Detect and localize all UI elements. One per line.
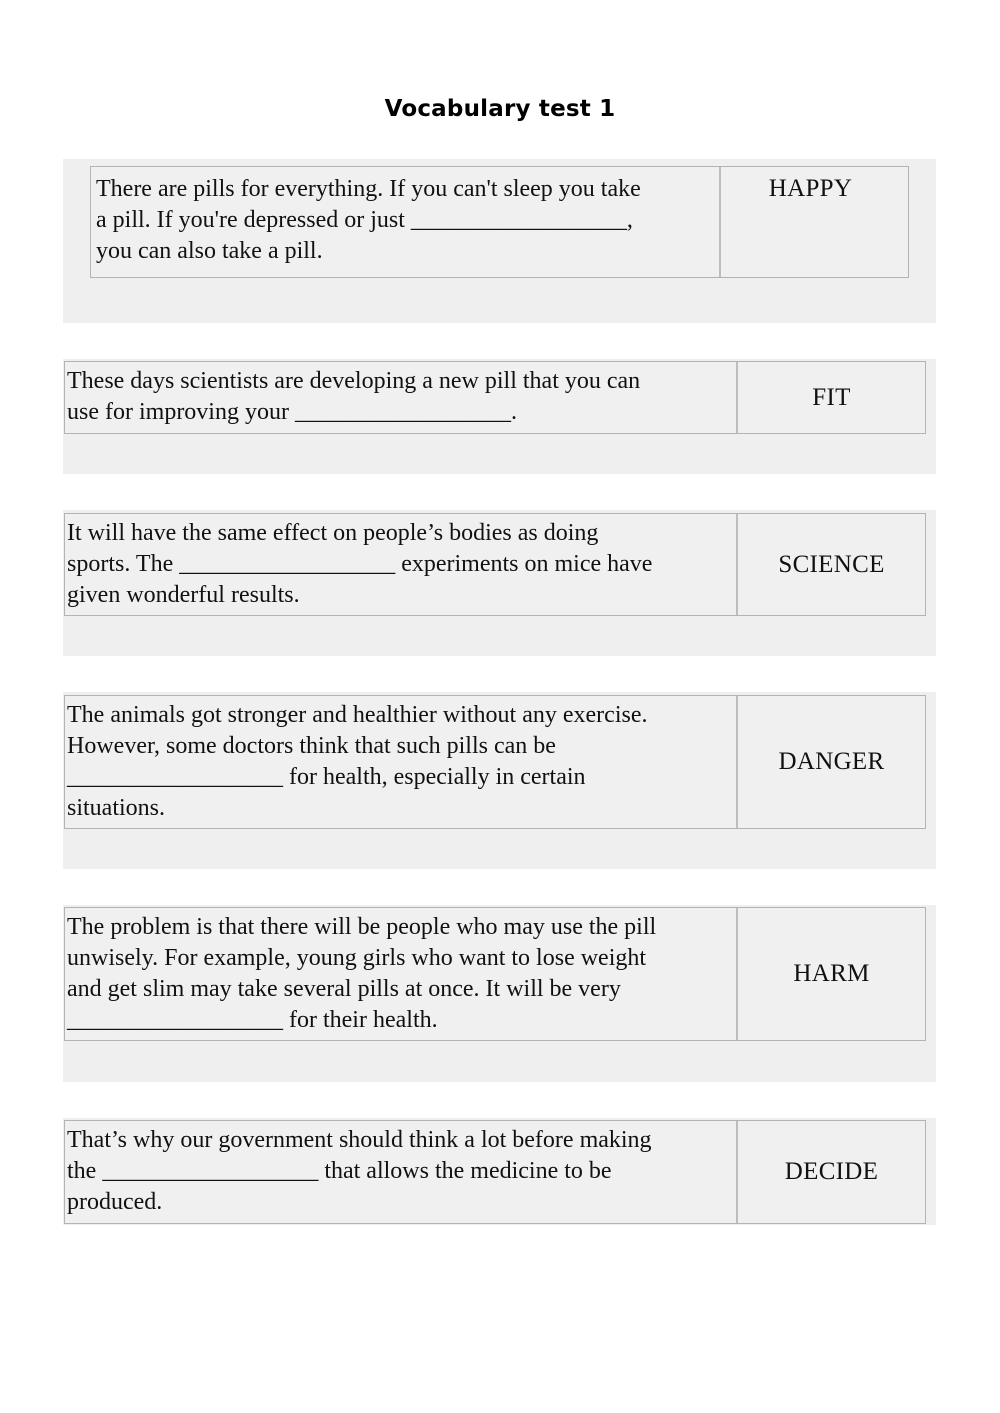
keyword-6: DECIDE [784,1158,879,1185]
question-line: use for improving your __________________. [67,399,517,425]
question-line: situations. [67,795,166,821]
question-line: The animals got stronger and healthier without any exercise. [67,702,648,728]
question-line: unwisely. For example, young girls who want to lose weight [67,945,647,971]
keyword-2: FIT [812,383,851,411]
question-text-2 [65,362,738,433]
question-line: produced. [67,1189,163,1215]
keyword-3: SCIENCE [778,550,885,578]
question-text-1 [91,167,721,277]
question-table-6 [64,1120,926,1224]
keyword-5: HARM [793,960,870,987]
question-text-6 [65,1121,738,1223]
question-table-2 [64,361,926,434]
question-line: The problem is that there will be people who may use the pill [67,914,657,940]
question-text-3 [65,514,738,615]
question-line: a pill. If you're depressed or just __________________, [96,207,633,233]
question-line: These days scientists are developing a new pill that you can [67,368,641,394]
question-line: given wonderful results. [67,582,300,608]
question-line: the __________________ that allows the medicine to be [67,1158,612,1184]
question-table-5 [64,907,926,1041]
question-line: __________________ for their health. [67,1007,438,1033]
question-line: It will have the same effect on people’s bodies as doing [67,520,599,546]
page-title: Vocabulary test 1 [384,96,616,122]
question-line: __________________ for health, especially in certain [67,764,586,790]
question-line: That’s why our government should think a lot before making [67,1127,652,1153]
question-line: However, some doctors think that such pills can be [67,733,556,759]
keyword-4: DANGER [778,748,885,775]
keyword-1: HAPPY [768,175,853,202]
question-table-1 [90,166,909,278]
question-line: There are pills for everything. If you can't sleep you take [96,176,641,202]
question-line: sports. The __________________ experiments on mice have [67,551,653,577]
question-table-4 [64,695,926,829]
question-text-4 [65,696,738,828]
question-table-3 [64,513,926,616]
question-line: and get slim may take several pills at once. It will be very [67,976,621,1002]
question-line: you can also take a pill. [96,238,323,264]
question-text-5 [65,908,738,1040]
